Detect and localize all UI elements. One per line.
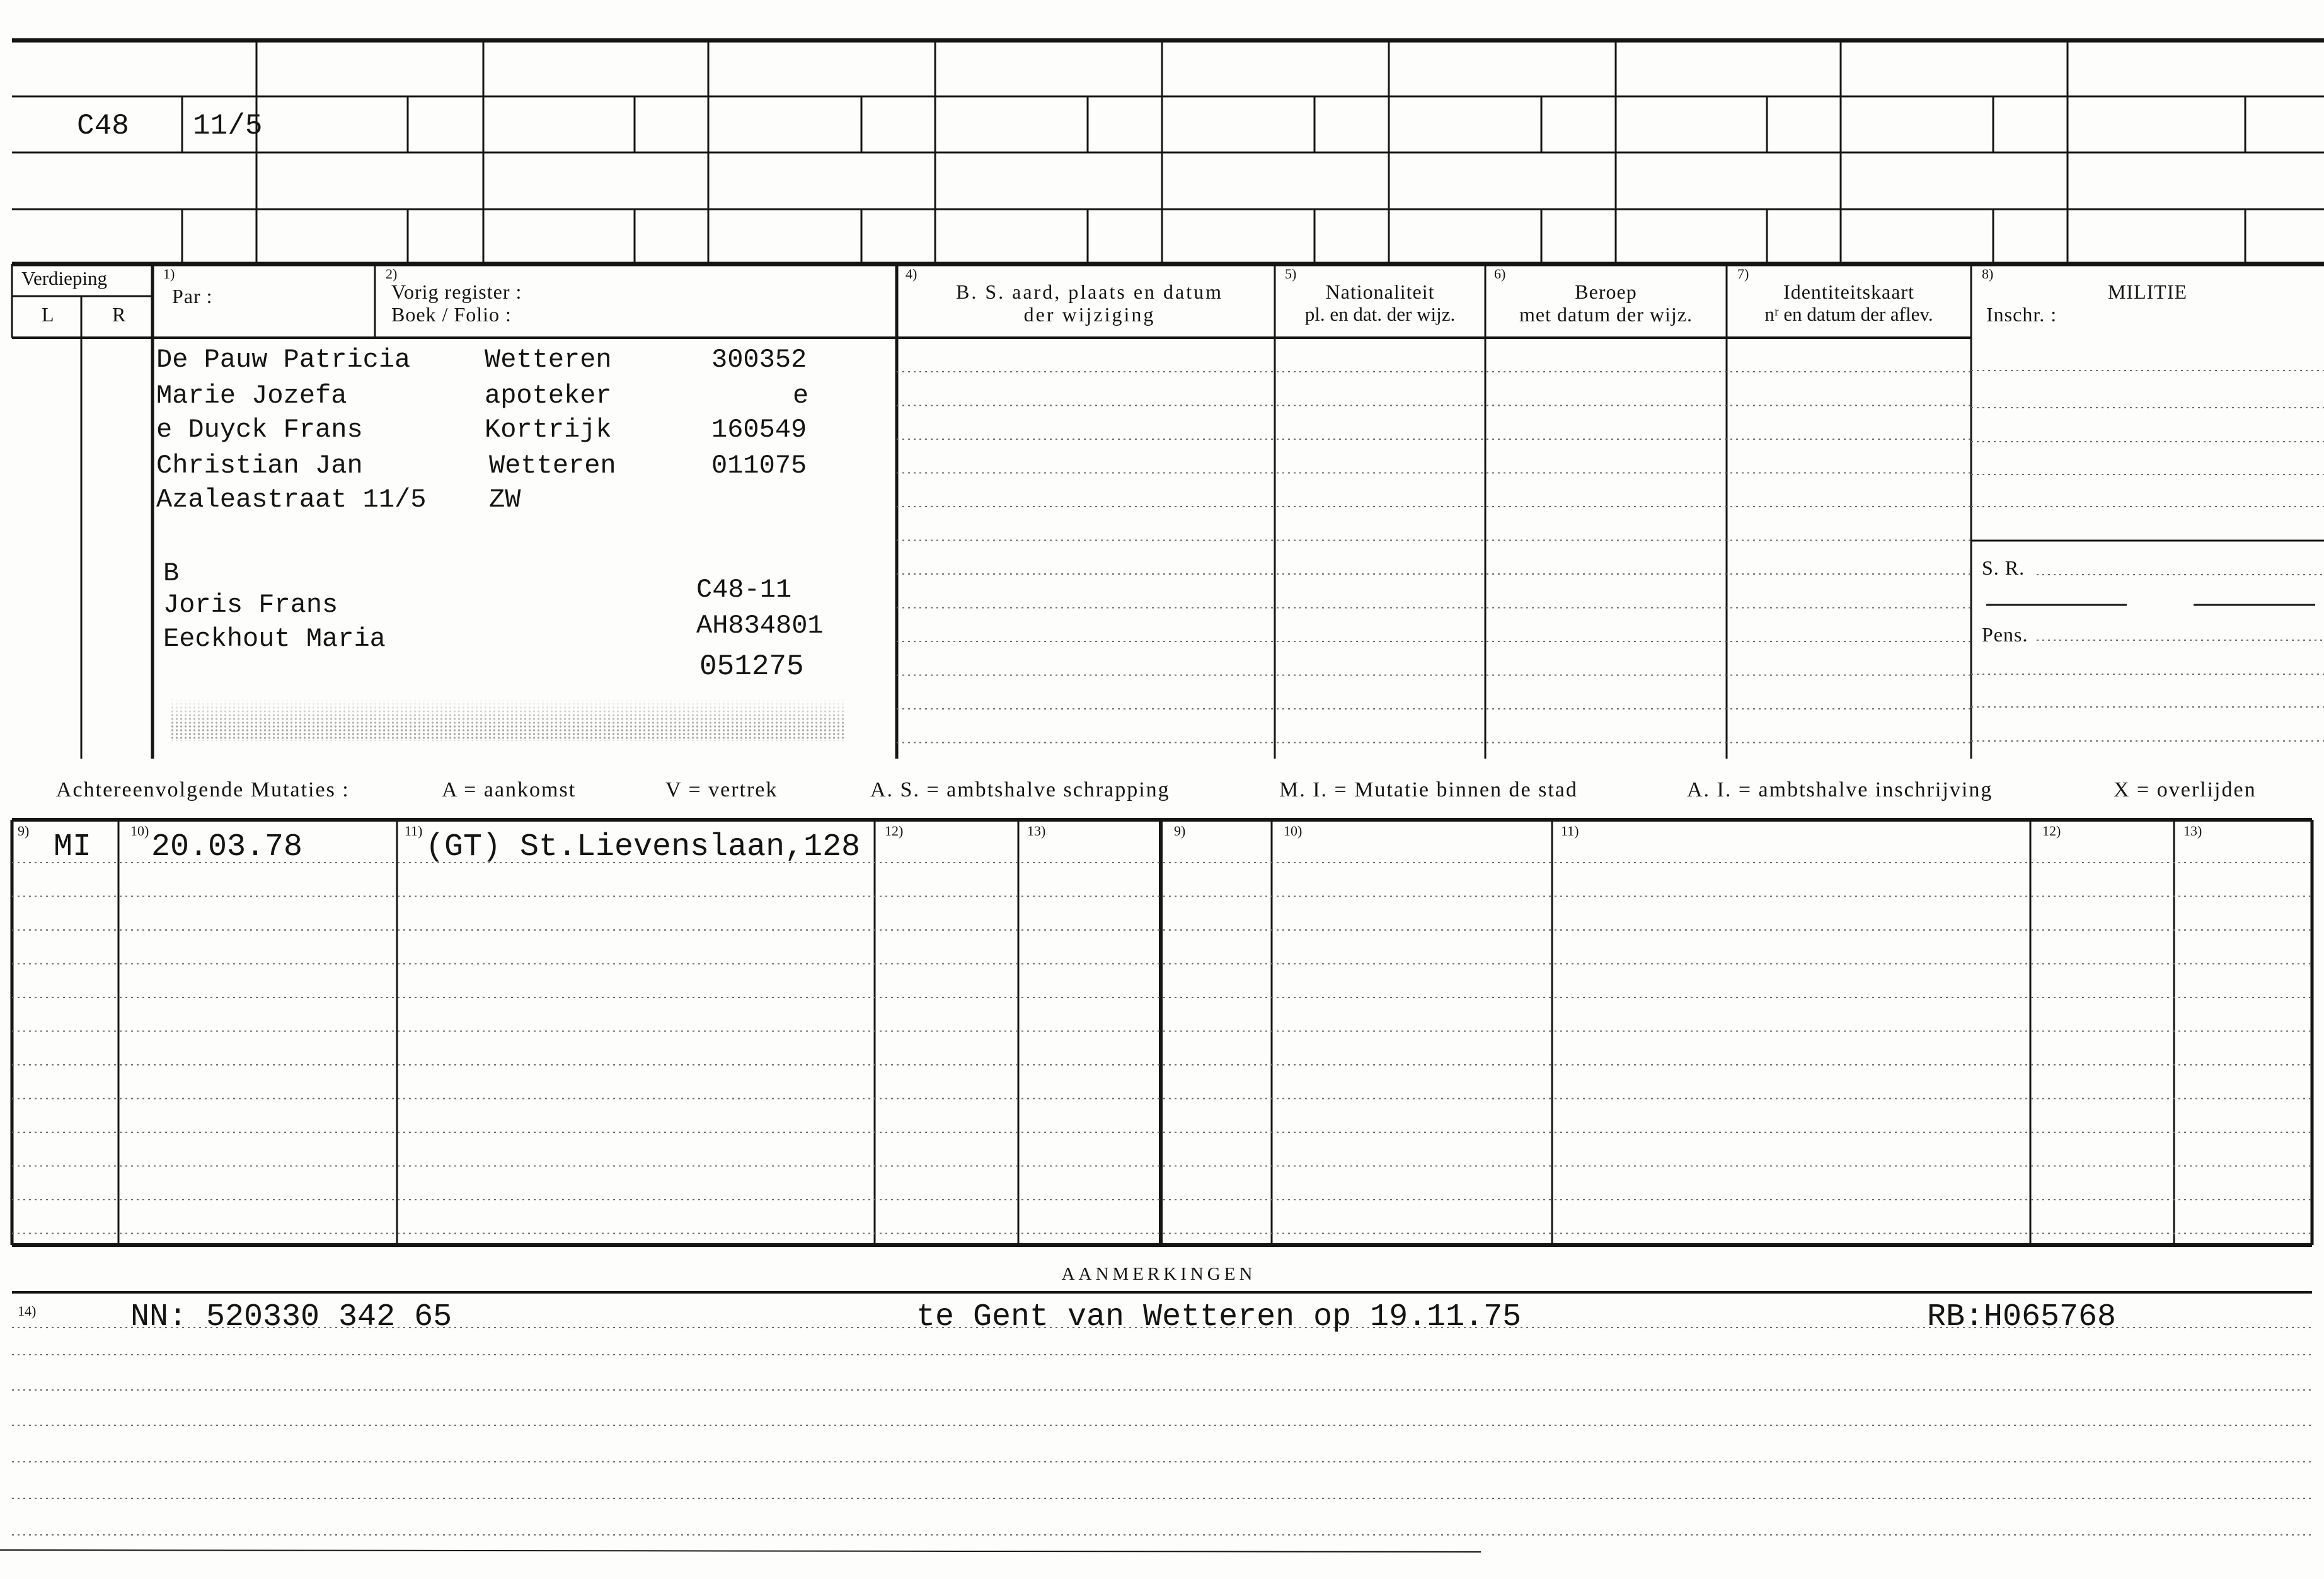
- militia-number: 8): [1982, 266, 1994, 282]
- household-place: Kortrijk: [485, 415, 612, 445]
- id-card-heading: Identiteitskaart: [1783, 280, 1914, 303]
- id-card-subheading: nʳ en datum der aflev.: [1764, 303, 1933, 325]
- civil-status-heading: B. S. aard, plaats en datum: [955, 280, 1224, 303]
- profession-subheading: met datum der wijz.: [1519, 303, 1693, 326]
- floor-label: Verdieping: [21, 267, 108, 289]
- legend-item: M. I. = Mutatie binnen de stad: [1279, 778, 1578, 801]
- household-code: 011075: [711, 451, 807, 481]
- household-name: e Duyck Frans: [156, 415, 363, 445]
- register-reference: RB:H065768: [1927, 1299, 2117, 1335]
- mutation-column-number: 11): [405, 823, 423, 839]
- file-reference: C48-11: [696, 575, 792, 605]
- national-number: NN: 520330 342 65: [130, 1299, 452, 1335]
- civil-status-number: 4): [906, 266, 918, 282]
- household-address: Azaleastraat 11/5: [156, 485, 427, 515]
- mutation-column-number: 12): [885, 823, 904, 839]
- mutation-type: MI: [54, 829, 92, 865]
- parent-name: Joris Frans: [163, 590, 338, 620]
- nationality-subheading: pl. en dat. der wijz.: [1304, 303, 1456, 325]
- id-number: AH834801: [696, 611, 824, 641]
- profession-number: 6): [1494, 266, 1506, 282]
- book-folio-label: Boek / Folio :: [391, 303, 512, 326]
- par-number: 1): [163, 266, 175, 282]
- id-date: 051275: [699, 650, 804, 683]
- mutation-column-number: 13): [1027, 823, 1046, 839]
- mutation-column-number: 12): [2042, 823, 2061, 839]
- legend-item: V = vertrek: [665, 778, 778, 801]
- household-place: Wetteren: [485, 345, 612, 375]
- mutation-address: (GT) St.Lievenslaan,128: [425, 829, 861, 865]
- household-place: apoteker: [485, 381, 612, 411]
- household-name: Christian Jan: [156, 451, 363, 481]
- household-code: 160549: [711, 415, 807, 445]
- household-place: ZW: [489, 485, 521, 515]
- mutation-column-number: 9): [18, 823, 30, 839]
- house-number: 11/5: [193, 110, 263, 142]
- legend-item: X = overlijden: [2114, 778, 2257, 801]
- id-card-number: 7): [1737, 266, 1749, 282]
- card-edge-line: [0, 1550, 1481, 1552]
- mutation-column-number: 9): [1174, 823, 1186, 839]
- remarks-title: AANMERKINGEN: [1061, 1264, 1257, 1284]
- mutation-column-number: 13): [2183, 823, 2202, 839]
- mutation-column-number: 10): [1284, 823, 1303, 839]
- household-name: De Pauw Patricia: [156, 345, 411, 375]
- profession-heading: Beroep: [1575, 280, 1637, 303]
- militia-enrol-label: Inschr. :: [1986, 303, 2057, 326]
- prev-register-number: 2): [386, 266, 398, 282]
- floor-right-label: R: [112, 303, 127, 326]
- civil-status-subheading: der wijziging: [1023, 303, 1156, 326]
- move-note: te Gent van Wetteren op 19.11.75: [916, 1299, 1522, 1335]
- legend-item: A = aankomst: [442, 778, 577, 801]
- mutation-column-number: 10): [130, 823, 149, 839]
- mutation-column-number: 11): [1561, 823, 1579, 839]
- militia-title: MILITIE: [2107, 280, 2188, 303]
- scan-smudge: [170, 698, 844, 741]
- legend-item: A. S. = ambtshalve schrapping: [870, 778, 1170, 801]
- prev-register-label: Vorig register :: [391, 280, 522, 303]
- mutation-date: 20.03.78: [151, 829, 303, 865]
- block-code: C48: [77, 110, 129, 142]
- household-name: Marie Jozefa: [156, 381, 347, 411]
- household-code: 300352: [711, 345, 807, 375]
- remarks-number: 14): [18, 1303, 37, 1319]
- household-code: e: [793, 381, 809, 411]
- par-label: Par :: [172, 285, 213, 307]
- floor-left-label: L: [42, 303, 55, 326]
- legend-title: Achtereenvolgende Mutaties :: [56, 778, 350, 801]
- nationality-heading: Nationaliteit: [1325, 280, 1435, 303]
- militia-sr-label: S. R.: [1982, 556, 2025, 579]
- legend-item: A. I. = ambtshalve inschrijving: [1687, 778, 1993, 801]
- parent-name: Eeckhout Maria: [163, 624, 386, 654]
- nationality-number: 5): [1285, 266, 1297, 282]
- household-place: Wetteren: [489, 451, 616, 481]
- parents-marker: B: [163, 558, 180, 589]
- militia-pens-label: Pens.: [1982, 623, 2028, 646]
